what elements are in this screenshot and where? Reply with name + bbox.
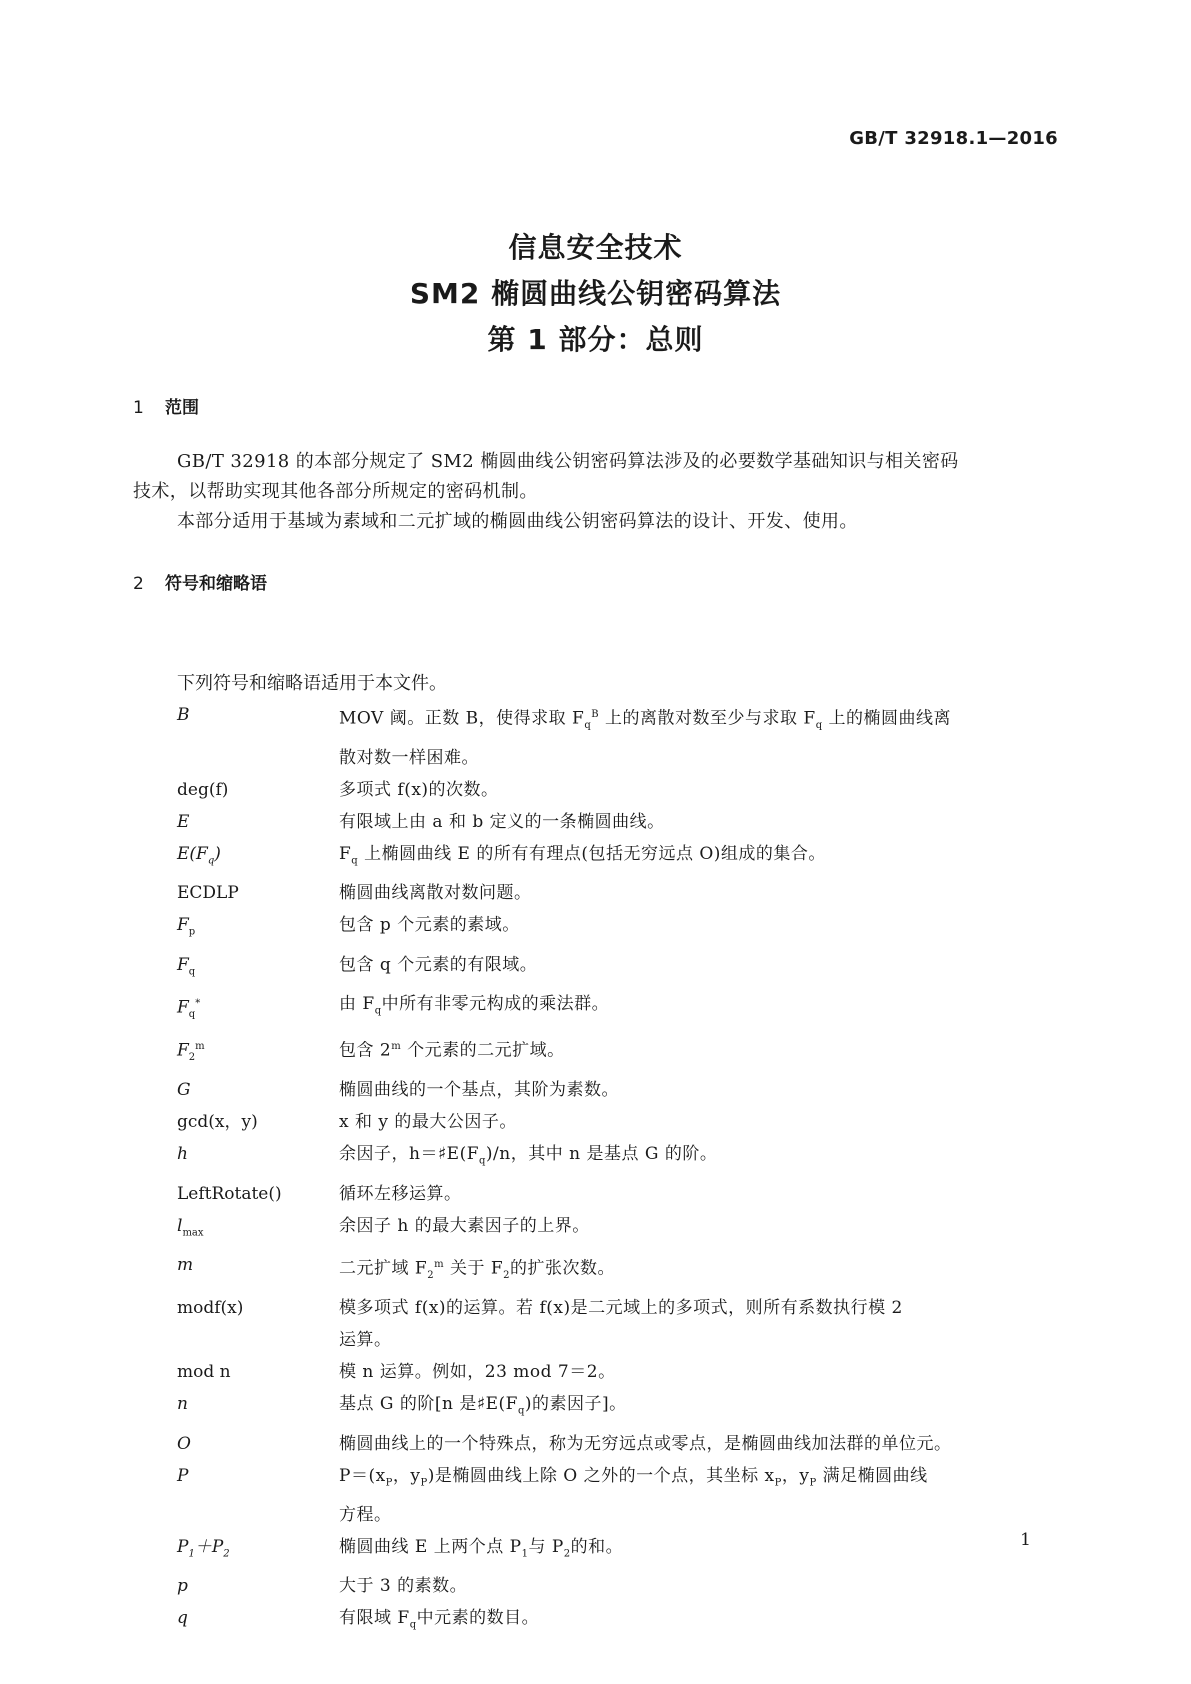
description: 模 n 运算。例如，23 mod 7＝2。 xyxy=(339,1362,616,1383)
definition-row xyxy=(177,1356,1058,1388)
term: $F_2^m$ xyxy=(177,1040,205,1064)
term: $l_{max}$ xyxy=(177,1215,204,1239)
description: 散对数一样困难。 xyxy=(339,748,479,769)
description: 方程。 xyxy=(339,1504,392,1525)
definition-row xyxy=(177,838,1058,877)
definition-row xyxy=(177,1531,1058,1570)
description: 余因子 h 的最大素因子的上界。 xyxy=(339,1215,590,1236)
description: 椭圆曲线的一个基点，其阶为素数。 xyxy=(339,1080,619,1101)
description: 有限域上由 a 和 b 定义的一条椭圆曲线。 xyxy=(339,812,665,833)
definition-row xyxy=(177,877,1058,909)
standard-code: GB/T 32918.1—2016 xyxy=(849,128,1058,149)
description: MOV 阈。正数 B，使得求取 $F_q^B$ 上的离散对数至少与求取 $F_q$ 上的椭圆曲线离 xyxy=(339,708,952,732)
definition-row xyxy=(177,1178,1058,1210)
definition-row-continuation xyxy=(177,1499,1058,1531)
term: LeftRotate() xyxy=(177,1183,282,1204)
term: m xyxy=(177,1255,194,1276)
definition-row xyxy=(177,949,1058,988)
definition-row xyxy=(177,699,1058,742)
definition-row xyxy=(177,1428,1058,1460)
term: gcd(x，y) xyxy=(177,1112,258,1133)
section-number: 2 xyxy=(133,574,144,594)
definition-row xyxy=(177,1249,1058,1292)
description: 包含 p 个元素的素域。 xyxy=(339,915,520,936)
term: mod n xyxy=(177,1362,231,1383)
term: ECDLP xyxy=(177,883,239,904)
para-line: 本部分适用于基域为素域和二元扩域的椭圆曲线公钥密码算法的设计、开发、使用。 xyxy=(177,511,858,532)
section-number: 1 xyxy=(133,398,144,418)
section-1-paragraph-1 xyxy=(133,447,1058,537)
term: $F_q$ xyxy=(177,954,196,978)
term: n xyxy=(177,1394,188,1415)
term: O xyxy=(177,1433,191,1454)
title-line-2: SM2 椭圆曲线公钥密码算法 xyxy=(409,277,782,310)
description: 大于 3 的素数。 xyxy=(339,1576,468,1597)
definitions-intro: 下列符号和缩略语适用于本文件。 xyxy=(177,673,447,694)
description: 椭圆曲线离散对数问题。 xyxy=(339,883,532,904)
definition-row-continuation xyxy=(177,1324,1058,1356)
section-title: 范围 xyxy=(165,398,199,418)
term: $F_p$ xyxy=(177,915,196,938)
definition-row xyxy=(177,1460,1058,1499)
term: G xyxy=(177,1080,191,1101)
definition-row xyxy=(177,1602,1058,1641)
page-number: 1 xyxy=(1020,1530,1031,1550)
definition-row xyxy=(177,988,1058,1031)
definition-row xyxy=(177,1031,1058,1074)
section-2-heading xyxy=(133,569,267,594)
section-title: 符号和缩略语 xyxy=(165,574,267,594)
title-line-1: 信息安全技术 xyxy=(508,231,683,264)
definition-row xyxy=(177,1388,1058,1427)
definition-row xyxy=(177,1210,1058,1249)
description: x 和 y 的最大公因子。 xyxy=(339,1112,517,1133)
term: $E(F_q)$ xyxy=(177,844,221,867)
description: 二元扩域 $F_2^m$ 关于 $F_2$的扩张次数。 xyxy=(339,1258,616,1282)
term: deg(f) xyxy=(177,780,229,801)
description: 包含 2$^m$ 个元素的二元扩域。 xyxy=(339,1040,565,1061)
term: q xyxy=(177,1608,188,1629)
description: 由 $F_q$中所有非零元构成的乘法群。 xyxy=(339,994,610,1017)
definition-row xyxy=(177,774,1058,806)
term: p xyxy=(177,1576,188,1597)
definition-row xyxy=(177,1570,1058,1602)
description: 多项式 f(x)的次数。 xyxy=(339,780,499,801)
description: 循环左移运算。 xyxy=(339,1183,462,1204)
definition-row xyxy=(177,1106,1058,1138)
term: E xyxy=(177,812,190,833)
description: 模多项式 f(x)的运算。若 f(x)是二元域上的多项式，则所有系数执行模 2 xyxy=(339,1298,903,1319)
description: 基点 G 的阶[n 是$♯E(F_q)$的素因子]。 xyxy=(339,1394,627,1417)
definition-row-continuation xyxy=(177,742,1058,774)
description: 椭圆曲线 E 上两个点 $P_1$与 $P_2$的和。 xyxy=(339,1536,624,1560)
definition-row xyxy=(177,1074,1058,1106)
description: 运算。 xyxy=(339,1330,392,1351)
definition-row xyxy=(177,806,1058,838)
definition-row xyxy=(177,1292,1058,1324)
definition-list xyxy=(177,699,1058,1642)
definition-row xyxy=(177,909,1058,948)
description: $F_q$ 上椭圆曲线 E 的所有有理点(包括无穷远点 O)组成的集合。 xyxy=(339,844,826,867)
para-line: 技术，以帮助实现其他各部分所规定的密码机制。 xyxy=(133,481,538,502)
section-1-heading xyxy=(133,393,199,418)
para-line: GB/T 32918 的本部分规定了 SM2 椭圆曲线公钥密码算法涉及的必要数学基础知识与相关密码 xyxy=(177,451,959,472)
description: 椭圆曲线上的一个特殊点，称为无穷远点或零点，是椭圆曲线加法群的单位元。 xyxy=(339,1433,952,1454)
description: 有限域 $F_q$中元素的数目。 xyxy=(339,1608,540,1631)
title-line-3: 第 1 部分：总则 xyxy=(487,323,704,356)
definition-row xyxy=(177,1138,1058,1177)
description: $P=(x_P$，$y_P$)是椭圆曲线上除 O 之外的一个点，其坐标 $x_P$，$y_P$ 满足椭圆曲线 xyxy=(339,1465,928,1488)
description: 包含 q 个元素的有限域。 xyxy=(339,954,538,975)
term: B xyxy=(177,705,190,725)
term: $P_1+P_2$ xyxy=(177,1536,230,1560)
term: P xyxy=(177,1465,189,1486)
term: $F_q^*$ xyxy=(177,997,201,1021)
term: h xyxy=(177,1144,188,1165)
term: modf(x) xyxy=(177,1298,244,1319)
description: 余因子，$h=♯E(F_q)/n$，其中 n 是基点 G 的阶。 xyxy=(339,1144,718,1167)
